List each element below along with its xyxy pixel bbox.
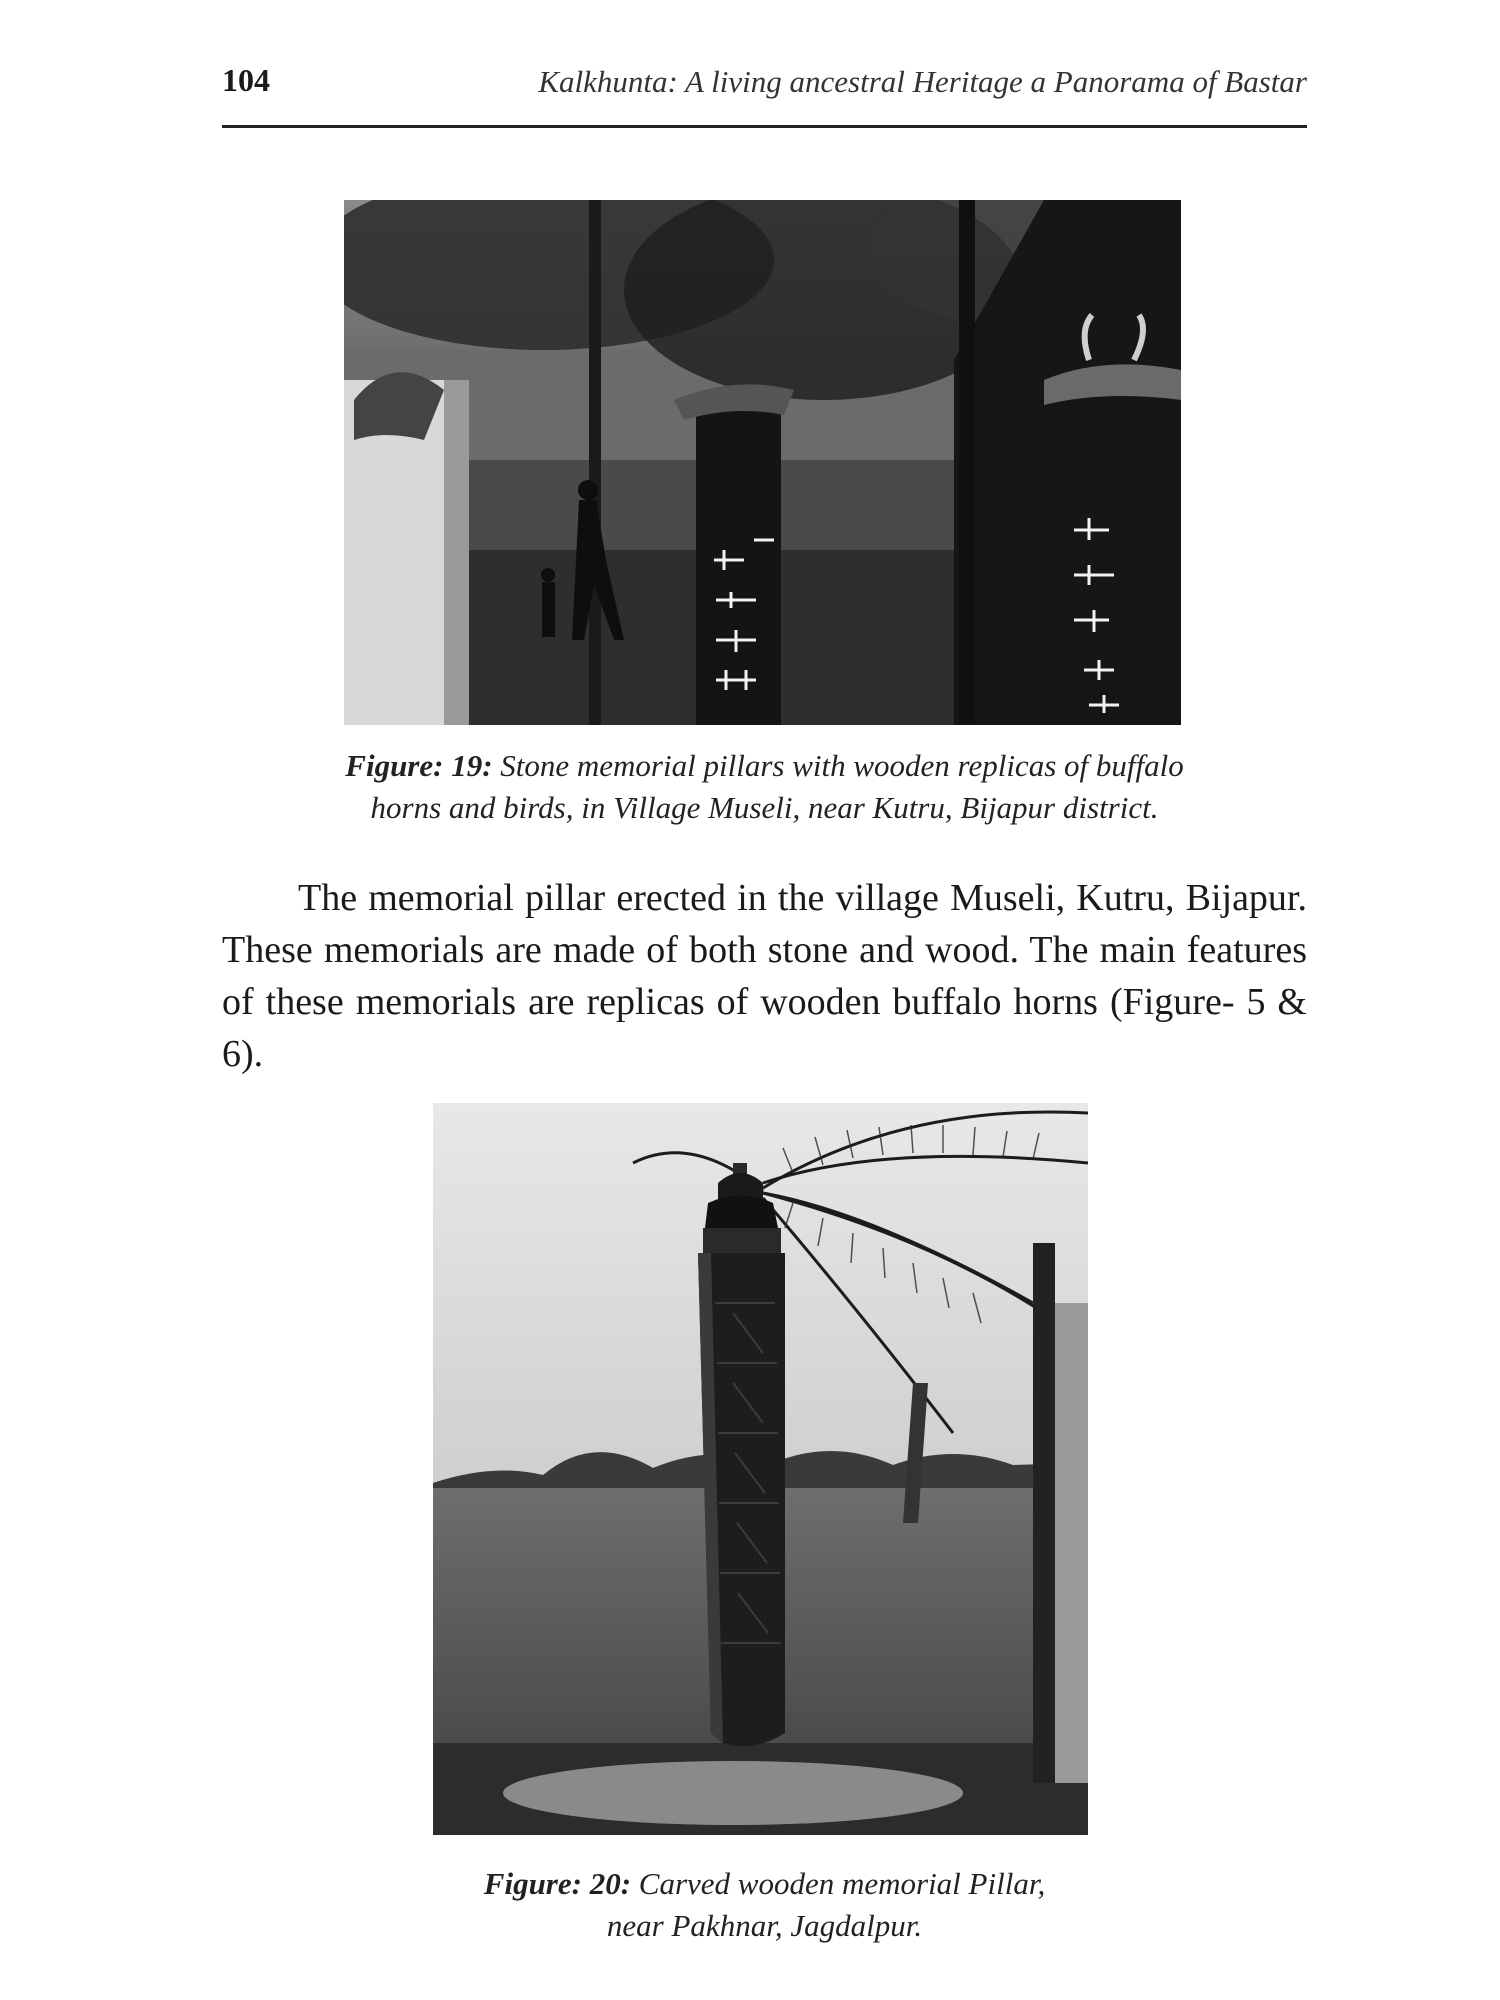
- figure-19-caption-line2: horns and birds, in Village Museli, near Kutru, Bijapur district.: [370, 790, 1159, 825]
- figure-19-photo: [344, 200, 1181, 725]
- figure-20-photo: [433, 1103, 1088, 1835]
- figure-19-caption-line1: Stone memorial pillars with wooden replicas of buffalo: [500, 748, 1184, 783]
- page-header: [222, 62, 1307, 102]
- running-title: Kalkhunta: A living ancestral Heritage a Panorama of Bastar: [538, 64, 1307, 99]
- body-paragraph: [222, 872, 1307, 1080]
- figure-20-caption-line2: near Pakhnar, Jagdalpur.: [606, 1908, 923, 1943]
- page-number: 104: [222, 62, 270, 98]
- body-paragraph-text: The memorial pillar erected in the village Museli, Kutru, Bijapur. These memorials are made of both stone and wood. The main features of these memorials are replicas of wooden buffalo horns (Figure- 5 & 6).: [222, 877, 1307, 1075]
- figure-20-caption: [222, 1863, 1307, 1947]
- figure-19-label: Figure: 19:: [345, 748, 493, 783]
- figure-20-caption-line1: Carved wooden memorial Pillar,: [638, 1866, 1046, 1901]
- figure-19-caption: [222, 745, 1307, 829]
- header-rule: [222, 125, 1307, 128]
- figure-20-label: Figure: 20:: [483, 1866, 632, 1901]
